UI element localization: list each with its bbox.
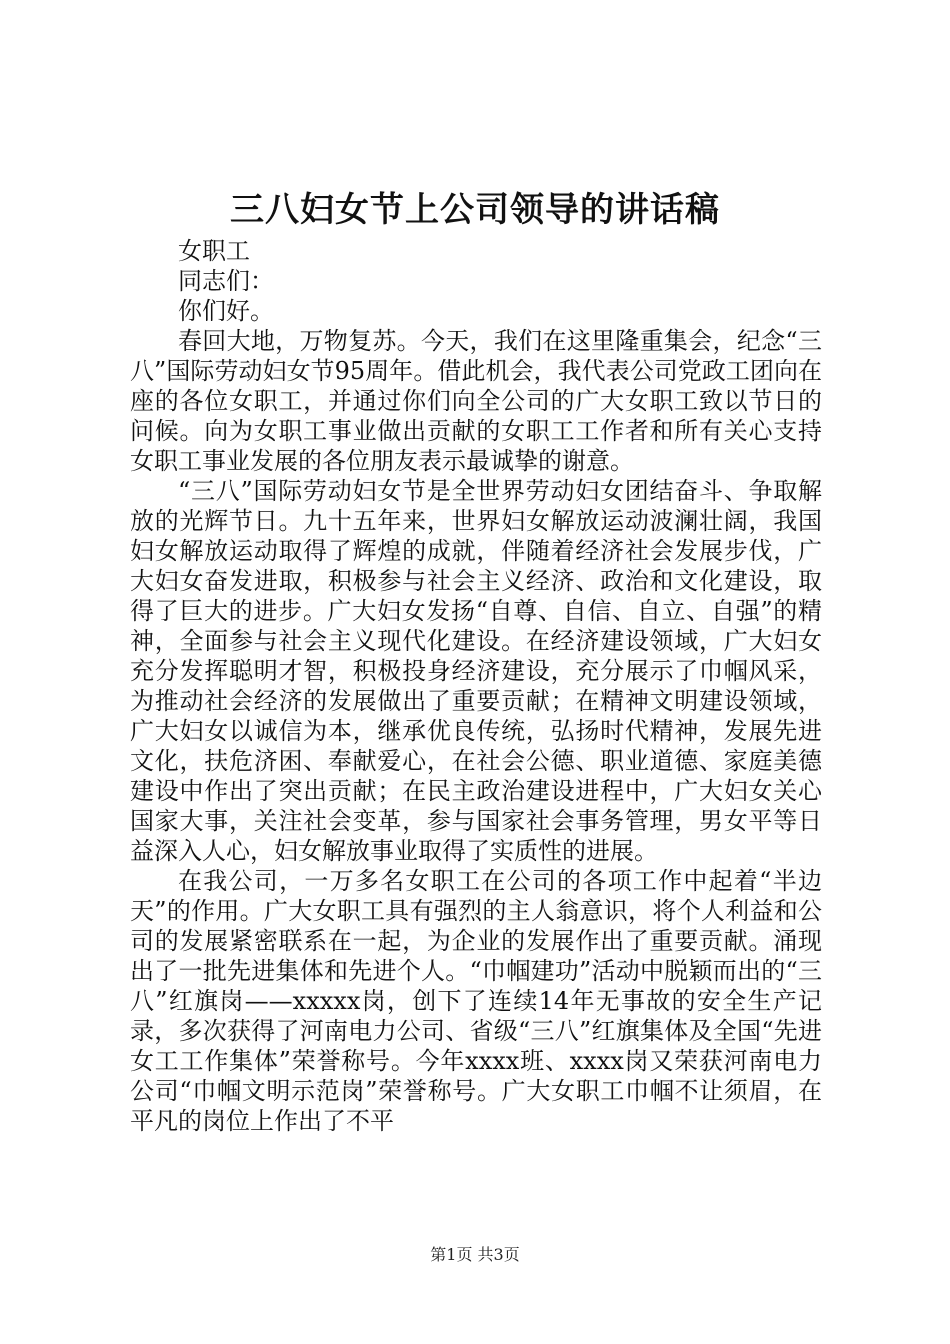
body-paragraph: “三八”国际劳动妇女节是全世界劳动妇女团结奋斗、争取解放的光辉节日。九十五年来，世界妇女解放运动波澜壮阔，我国妇女解放运动取得了辉煌的成就，伴随着经济社会发展步伐，广大妇女奋发进取，积极参与社会主义经济、政治和文化建设，取得了巨大的进步。广大妇女发扬“自尊、自信、自立、自强”的精神，全面参与社会主义现代化建设。在经济建设领域，广大妇女充分发挥聪明才智，积极投身经济建设，充分展示了巾帼风采，为推动社会经济的发展做出了重要贡献；在精神文明建设领域，广大妇女以诚信为本，继承优良传统，弘扬时代精神，发展先进文化，扶危济困、奉献爱心，在社会公德、职业道德、家庭美德建设中作出了突出贡献；在民主政治建设进程中，广大妇女关心国家大事，关注社会变革，参与国家社会事务管理，男女平等日益深入人心，妇女解放事业取得了实质性的进展。: [130, 477, 822, 865]
salutation-line: 女职工: [178, 237, 250, 265]
body-paragraph: 在我公司，一万多名女职工在公司的各项工作中起着“半边天”的作用。广大女职工具有强烈的主人翁意识，将个人利益和公司的发展紧密联系在一起，为企业的发展作出了重要贡献。涌现出了一批先进集体和先进个人。“巾帼建功”活动中脱颖而出的“三八”红旗岗——xxxxx岗，创下了连续14年无事故的安全生产记录，多次获得了河南电力公司、省级“三八”红旗集体及全国“先进女工工作集体”荣誉称号。今年xxxx班、xxxx岗又荣获河南电力公司“巾帼文明示范岗”荣誉称号。广大女职工巾帼不让须眉，在平凡的岗位上作出了不平: [130, 867, 822, 1135]
body-paragraph: 春回大地，万物复苏。今天，我们在这里隆重集会，纪念“三八”国际劳动妇女节95周年。借此机会，我代表公司党政工团向在座的各位女职工，并通过你们向全公司的广大女职工致以节日的问候。向为女职工事业做出贡献的女职工工作者和所有关心支持女职工事业发展的各位朋友表示最诚挚的谢意。: [130, 327, 822, 475]
document-title: 三八妇女节上公司领导的讲话稿: [230, 190, 720, 230]
salutation-line: 同志们：: [178, 267, 274, 295]
salutation-line: 你们好。: [178, 297, 274, 325]
page-footer: 第1页 共3页: [430, 1245, 520, 1264]
document-body: [130, 236, 822, 1136]
